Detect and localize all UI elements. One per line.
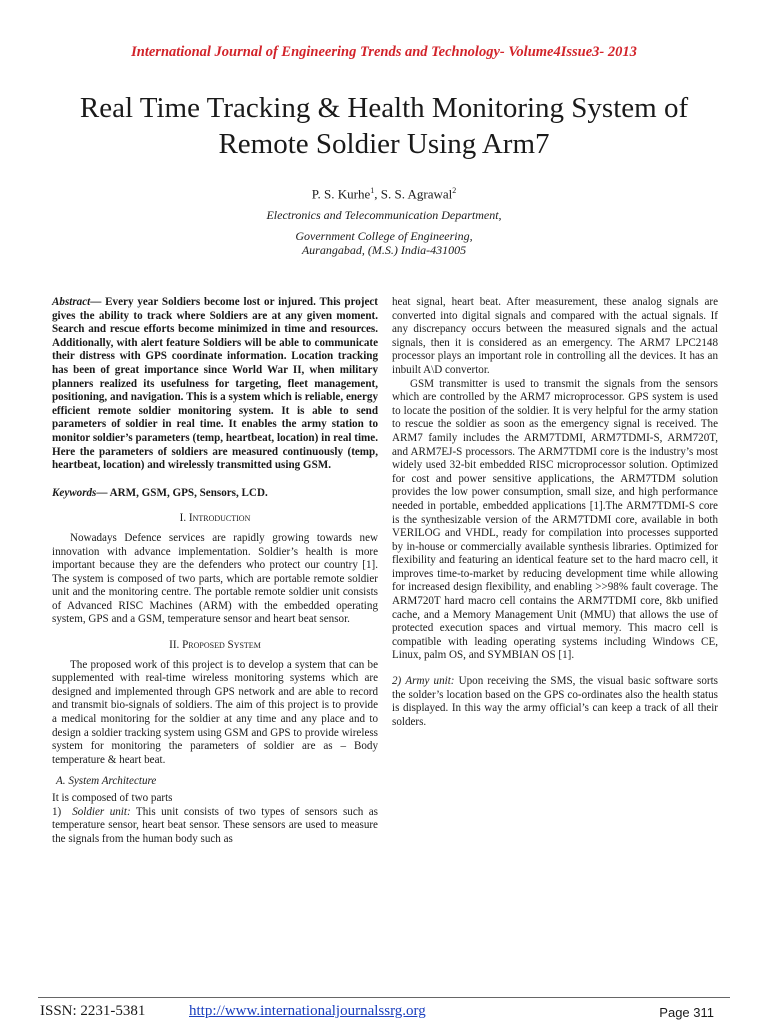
author-1-affil-mark: 1 bbox=[370, 186, 375, 195]
gsm-arm-paragraph: GSM transmitter is used to transmit the signals from the sensors which are controlled by the ARM7 microprocessor. GPS system is used to locate the position of the soldier. It is very helpful for the army station to rescue the soldier as soon as the emergency signal is received. The ARM7 family includes the ARM7TDMI, ARM7TDMI-S, ARM720T, and ARM7EJ-S processors. The ARM7TDMI core is the industry’s most widely used 32-bit embedded RISC microprocessor solution. Optimized for cost and power sensitive applications, the ARM7TDM solution provides the low power consumption, small size, and high performance needed in portable, embedded applications [1].The ARM7TDMI-S core is the synthesizable version of the ARM7TDMI core, available in both VERILOG and VHDL, ready for compilation into processes supported by in-house or commercially available synthesis libraries. Optimized for flexibility and featuring an identical feature set to the hard macro cell, it improves time-to-market by reducing development time while allowing for increased design flexibility, and enabling >>98% fault coverage. The ARM720T hard macro cell contains the ARM7TDMI core, 8kb unified cache, and a Memory Management Unit (MMU) that allows the use of protected execution spaces and virtual memory. This macro cell is compatible with leading operating systems including Windows CE, Linux, palm OS, and SYMBIAN OS [1]. bbox=[392, 377, 718, 662]
journal-header: International Journal of Engineering Trends and Technology- Volume4Issue3- 2013 bbox=[131, 44, 637, 60]
author-separator: , bbox=[374, 186, 381, 202]
abstract-dash: — bbox=[90, 296, 106, 308]
footer-url-link[interactable]: http://www.internationaljournalssrg.org bbox=[189, 1003, 426, 1019]
section-heading-proposed-system bbox=[52, 639, 378, 653]
title-line-1: Real Time Tracking & Health Monitoring System of bbox=[79, 92, 689, 124]
author-1: P. S. Kurhe bbox=[311, 186, 371, 202]
author-2-affil-mark: 2 bbox=[452, 186, 457, 195]
section-2-number: II. bbox=[169, 639, 180, 652]
right-column bbox=[392, 296, 718, 729]
affiliation-department: Electronics and Telecommunication Department, bbox=[266, 208, 502, 222]
soldier-unit-number: 1) bbox=[52, 805, 62, 818]
keywords bbox=[52, 487, 378, 501]
section-1-number: I. bbox=[179, 512, 187, 525]
subsection-heading-architecture: A. System Architecture bbox=[56, 775, 157, 788]
signal-paragraph: heat signal, heart beat. After measurement, these analog signals are converted into digital signals and compared with the actual signals. If any discrepancy occurs between the measured signals and the actual signals, then it is considered as an emergency. The ARM7 LPC2148 processor plays an important role in controlling all the devices. It has an inbuilt A\D convertor. bbox=[392, 296, 718, 376]
section-2-title: Proposed System bbox=[182, 639, 261, 652]
authors bbox=[0, 186, 768, 202]
soldier-unit-paragraph bbox=[52, 806, 378, 847]
affiliation-college: Government College of Engineering, bbox=[295, 229, 473, 243]
architecture-intro: It is composed of two parts bbox=[52, 792, 173, 804]
keywords-text: ARM, GSM, GPS, Sensors, LCD. bbox=[109, 486, 268, 499]
abstract bbox=[52, 296, 378, 473]
keywords-label: Keywords bbox=[52, 486, 97, 499]
page-number: Page 311 bbox=[659, 1005, 714, 1020]
proposed-paragraph: The proposed work of this project is to develop a system that can be supplemented with real-time wireless monitoring systems which are designed and implemented through GPS network and are able to record and transmit bio-signals of soldiers. The aim of this project is to provide a medical monitoring for the soldier at any time and any place and to design a soldier tracking system using GSM and GPS to provide wireless system for monitoring the parameters of soldier are as – Body temperature & heart beat. bbox=[52, 658, 378, 766]
author-2: S. S. Agrawal bbox=[380, 186, 453, 202]
army-unit-paragraph bbox=[392, 675, 718, 729]
section-heading-introduction bbox=[52, 512, 378, 526]
footer-issn: ISSN: 2231-5381 bbox=[40, 1003, 146, 1019]
abstract-label: Abstract bbox=[52, 296, 91, 308]
soldier-unit-label: Soldier unit: bbox=[72, 805, 131, 818]
soldier-unit-text: This unit consists of two types of sensors such as temperature sensor, heart beat sensor. These sensors are used to measure the signals from the human body such as bbox=[52, 805, 378, 845]
keywords-dash: — bbox=[96, 486, 110, 499]
left-column bbox=[52, 296, 378, 846]
army-unit-number: 2) bbox=[392, 675, 402, 688]
intro-paragraph: Nowadays Defence services are rapidly growing towards new innovation with advance implementation. Soldier’s health is more important because they are the defenders who protect our country [1]. The system is composed of two parts, which are portable remote soldier unit and the monitoring centre. The portable remote soldier unit consists of Advanced RISC Machines (ARM) with the embedded operating system, GPS and a GSM, temperature sensor and heart beat sensor. bbox=[52, 531, 378, 626]
footer-divider bbox=[38, 997, 730, 998]
affiliation-address: Aurangabad, (M.S.) India-431005 bbox=[301, 243, 467, 257]
section-1-title: Introduction bbox=[188, 512, 251, 525]
title-line-2: Remote Soldier Using Arm7 bbox=[218, 128, 550, 160]
paper-title bbox=[30, 90, 738, 162]
army-unit-text: Upon receiving the SMS, the visual basic software sorts the solder’s location based on the GPS co-ordinates also the health status is displayed. In this way the army official’s can keep a track of all their solders. bbox=[392, 675, 718, 728]
abstract-text: Every year Soldiers become lost or injured. This project gives the ability to track where Soldiers are at any given moment. Search and rescue efforts become minimized in time and resources. Additionally, with alert feature Soldiers will be able to communicate their distress with GPS coordinate information. Location tracking has been of great importance since World War II, when military planners realized its usefulness for targeting, fleet management, positioning, and navigation. This is a system which is reliable, energy efficient remote soldier monitoring system. It is able to send parameters of soldier in real time. It enables the army station to monitor soldier’s parameters (temp, heartbeat, location) in real time. Here the parameters of soldiers are measured continuously (temp, heartbeat, location) and wirelessly transmitted using GSM. bbox=[52, 296, 378, 472]
army-unit-label: Army unit: bbox=[405, 675, 455, 688]
